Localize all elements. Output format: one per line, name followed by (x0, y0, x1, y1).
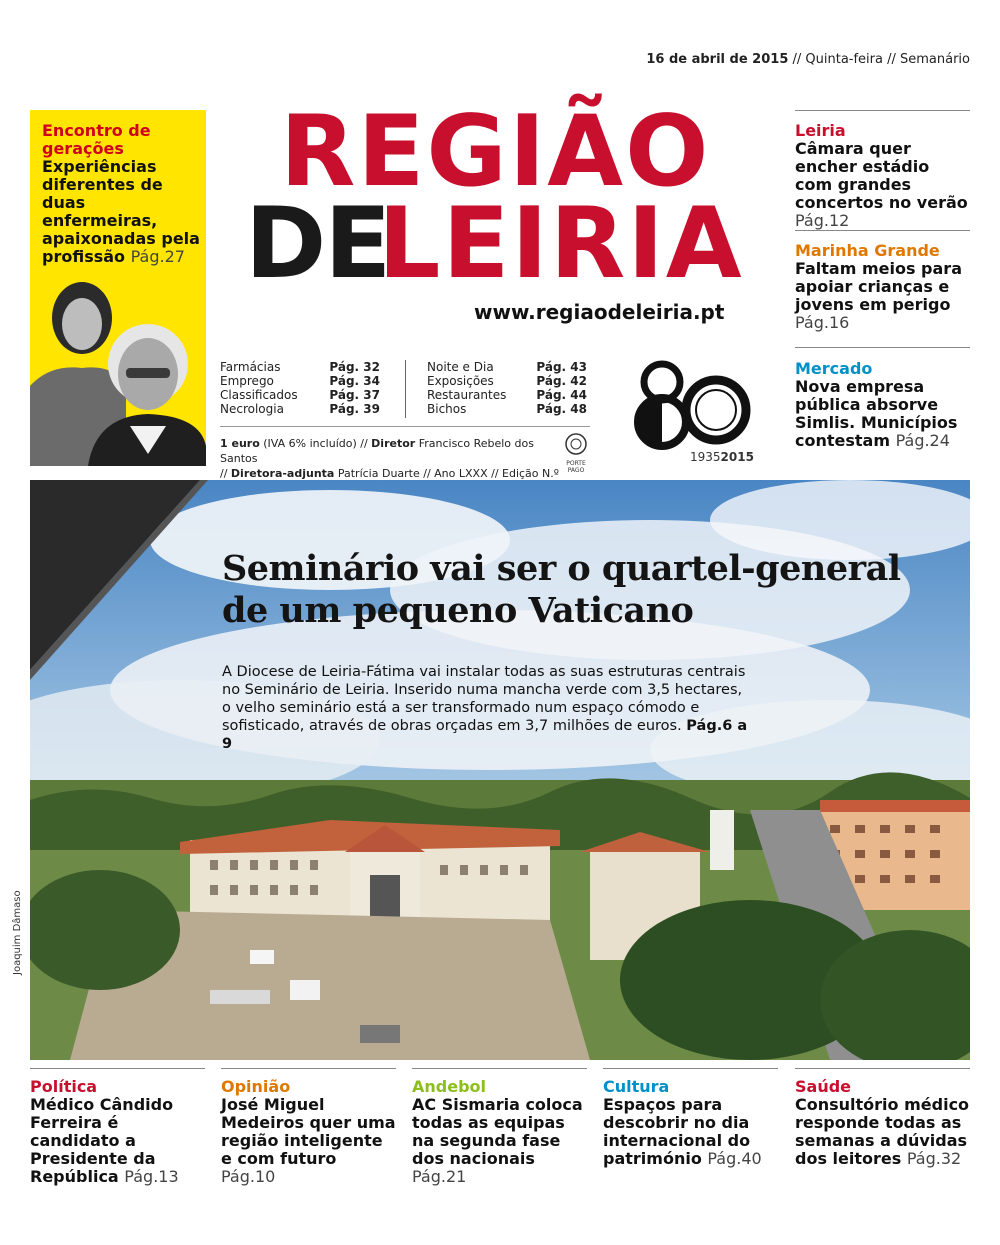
nurses-photo (30, 276, 206, 466)
teaser-opiniao[interactable] (221, 1078, 396, 1186)
teaser-page: Pág.13 (124, 1167, 179, 1186)
index-page: Pág. 34 (329, 374, 380, 388)
main-lede (222, 663, 752, 753)
teaser-kicker: Leiria (795, 121, 846, 140)
teaser-rule (30, 1068, 205, 1069)
index-name: Farmácias (220, 360, 281, 374)
teaser-page: Pág.12 (795, 211, 850, 230)
index-name: Exposições (427, 374, 494, 388)
teaser-rule (603, 1068, 778, 1069)
index-item[interactable] (427, 402, 587, 416)
teaser-politica[interactable] (30, 1078, 205, 1186)
teaser-kicker: Mercado (795, 359, 873, 378)
deputy-director-and-edition: Patrícia Duarte // Ano LXXX // Edição N.º (337, 467, 559, 480)
index-name: Restaurantes (427, 388, 507, 402)
teaser-page: Pág.32 (906, 1149, 962, 1168)
index-page: Pág. 37 (329, 388, 380, 402)
index-item[interactable] (220, 374, 380, 388)
teaser-marinha-grande[interactable] (795, 242, 970, 332)
teaser-leiria[interactable] (795, 122, 970, 230)
index-item[interactable] (220, 360, 380, 374)
section-index-right (427, 360, 587, 416)
teaser-kicker: Cultura (603, 1077, 670, 1096)
teaser-rule (795, 230, 970, 231)
index-item[interactable] (427, 374, 587, 388)
main-lede-page: Pág.6 a 9 (222, 718, 748, 752)
director-name: Francisco Rebelo dos Santos (220, 437, 534, 465)
teaser-page: Pág.40 (707, 1149, 762, 1168)
teaser-headline: Nova empresa pública absorve Simlis. Municípios contestam (795, 377, 958, 450)
promo-text (42, 122, 202, 266)
index-item[interactable] (427, 360, 587, 374)
teaser-headline: Câmara quer encher estádio com grandes concertos no verão (795, 139, 968, 212)
anniversary-logo (632, 360, 752, 470)
teaser-rule (795, 347, 970, 348)
anniversary-end-year: 2015 (720, 450, 754, 464)
price: 1 euro (220, 437, 260, 450)
issue-date: 16 de abril de 2015 (646, 52, 789, 67)
index-name: Bichos (427, 402, 467, 416)
promo-kicker: Encontro de gerações (42, 121, 151, 158)
eighty-icon (632, 360, 752, 455)
promo-headline: Experiências diferentes de duas enfermeiras, apaixonadas pela profissão (42, 157, 200, 266)
teaser-kicker: Marinha Grande (795, 241, 940, 260)
index-name: Emprego (220, 374, 274, 388)
index-item[interactable] (220, 388, 380, 402)
promo-page: Pág.27 (130, 247, 185, 266)
teaser-page: Pág.24 (895, 431, 950, 450)
teaser-saude[interactable] (795, 1078, 970, 1168)
index-name: Necrologia (220, 402, 284, 416)
teaser-rule (795, 1068, 970, 1069)
index-name: Classificados (220, 388, 298, 402)
issue-day: // Quinta-feira // Semanário (788, 52, 970, 67)
main-headline[interactable]: Seminário vai ser o quartel-general de um pequeno Vaticano (222, 548, 901, 631)
teaser-andebol[interactable] (412, 1078, 587, 1186)
index-name: Noite e Dia (427, 360, 494, 374)
masthead-leiria: LEIRIA (378, 187, 744, 301)
teaser-headline: José Miguel Medeiros quer uma região inteligente e com futuro (221, 1095, 396, 1168)
masthead-de: DE (245, 187, 390, 301)
anniversary-years (690, 450, 754, 464)
index-page: Pág. 39 (329, 402, 380, 416)
index-page: Pág. 43 (536, 360, 587, 374)
promo-box[interactable] (30, 110, 206, 466)
teaser-page: Pág.10 (221, 1167, 276, 1186)
teaser-headline: AC Sismaria coloca todas as equipas na segunda fase dos nacionais (412, 1095, 583, 1168)
website-url[interactable]: www.regiaodeleiria.pt (474, 300, 725, 324)
index-page: Pág. 44 (536, 388, 587, 402)
teaser-cultura[interactable] (603, 1078, 778, 1168)
dateline (646, 52, 970, 67)
teaser-headline: Espaços para descobrir no dia internacional do património (603, 1095, 751, 1168)
teaser-page: Pág.21 (412, 1167, 467, 1186)
masthead-regiao: REGIÃO (280, 95, 711, 209)
teaser-headline: Faltam meios para apoiar crianças e jovens em perigo (795, 259, 962, 314)
teaser-rule (412, 1068, 587, 1069)
teaser-rule (221, 1068, 396, 1069)
teaser-rule (795, 110, 970, 111)
teaser-kicker: Opinião (221, 1077, 291, 1096)
teaser-kicker: Política (30, 1077, 98, 1096)
section-index-left (220, 360, 380, 416)
teaser-kicker: Saúde (795, 1077, 852, 1096)
edition-separator: // (220, 467, 231, 480)
index-page: Pág. 42 (536, 374, 587, 388)
deputy-director-label: Diretora-adjunta (230, 467, 335, 480)
index-item[interactable] (427, 388, 587, 402)
teaser-page: Pág.16 (795, 313, 850, 332)
index-item[interactable] (220, 402, 380, 416)
photo-credit: Joaquim Dâmaso (12, 890, 23, 975)
index-divider (405, 360, 406, 418)
index-rule (220, 426, 590, 427)
teaser-kicker: Andebol (412, 1077, 487, 1096)
postage-stamp-label: PORTE PAGO (566, 460, 586, 474)
index-page: Pág. 48 (536, 402, 587, 416)
vat-note: (IVA 6% incluído) // (259, 437, 372, 450)
main-lede-text: A Diocese de Leiria-Fátima vai instalar todas as suas estruturas centrais no Seminário de Leiria. Inserido numa mancha verde com 3,5 hectares, o velho seminário está a ser transformado num espaço cómodo e sofisticado, através de obras orçadas em 3,7 milhões de euros. (222, 664, 746, 734)
teaser-mercado[interactable] (795, 360, 970, 450)
teaser-headline: Médico Cândido Ferreira é candidato a Presidente da República (30, 1095, 174, 1186)
anniversary-start-year: 1935 (690, 450, 721, 464)
index-page: Pág. 32 (329, 360, 380, 374)
teaser-headline: Consultório médico responde todas as semanas a dúvidas dos leitores (795, 1095, 970, 1168)
postage-stamp-icon (562, 432, 590, 474)
director-label: Diretor (371, 437, 416, 450)
